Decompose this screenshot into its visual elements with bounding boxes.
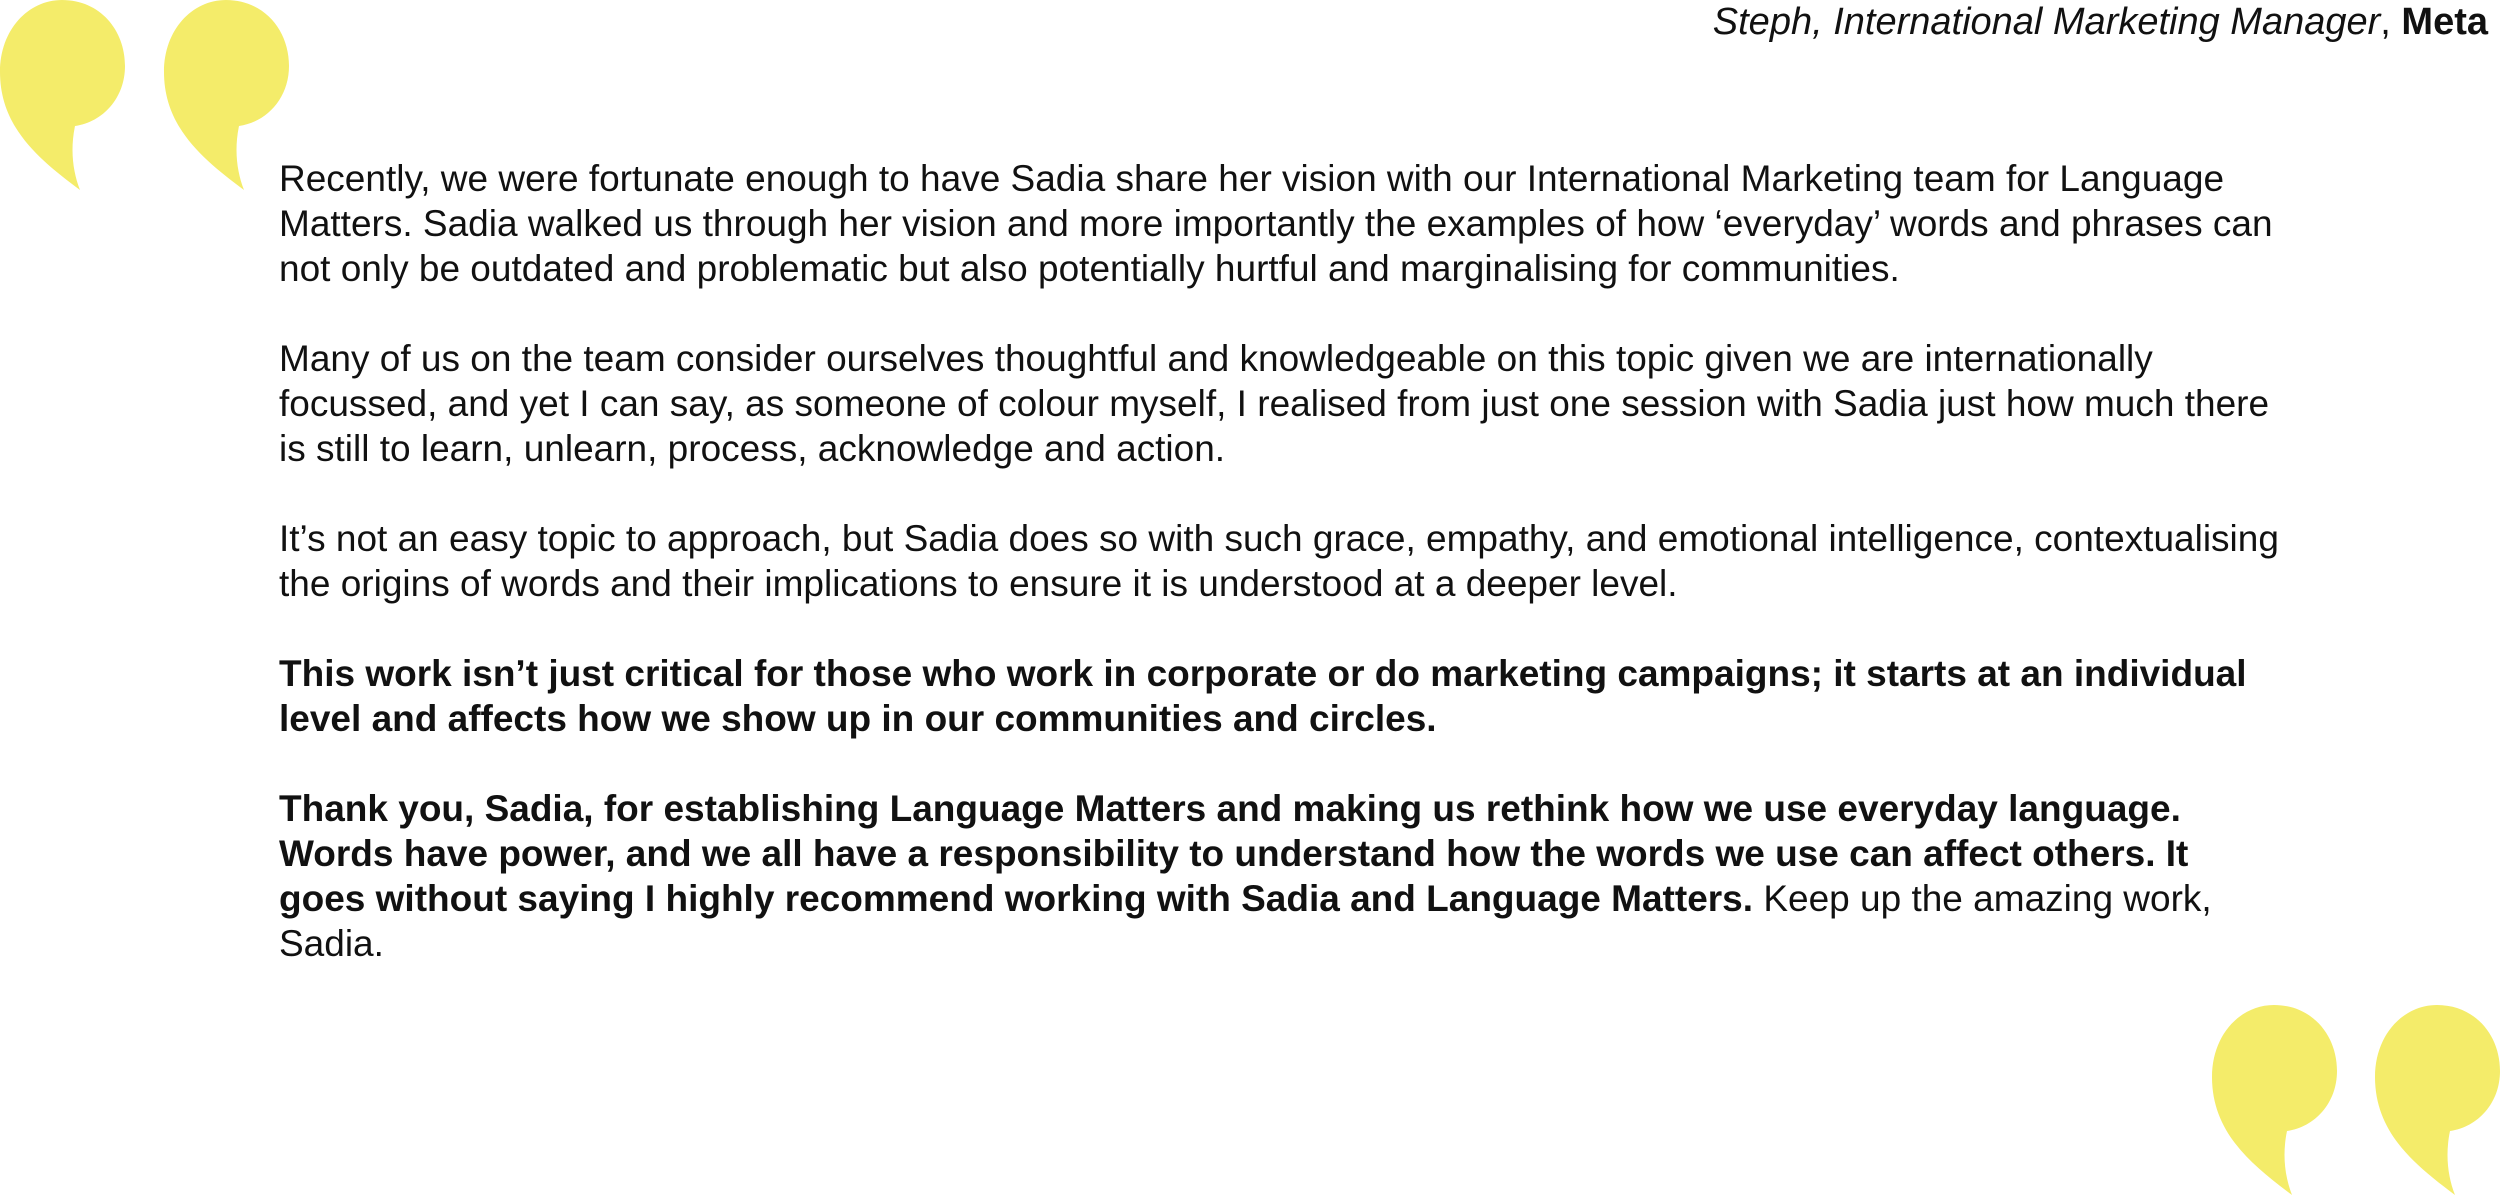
testimonial-closing-regular: Keep up the amazing work, Sadia.: [279, 878, 2212, 964]
testimonial-paragraph-5: [279, 786, 2279, 966]
testimonial-body: [279, 156, 2279, 966]
testimonial-paragraph-3: It’s not an easy topic to approach, but Sadia does so with such grace, empathy, and emotional intelligence, contextualising the origins of words and their implications to ensure it is understood at a deeper level.: [279, 518, 2279, 604]
opening-quote-icon: [0, 0, 300, 200]
attribution-separator: ,: [2380, 1, 2402, 43]
author-role: Steph, International Marketing Manager: [1712, 1, 2381, 43]
testimonial-paragraph-2: Many of us on the team consider ourselves thoughtful and knowledgeable on this topic given we are internationally focussed, and yet I can say, as someone of colour myself, I realised from just one session with Sadia just how much there is still to learn, unlearn, process, acknowledge and action.: [279, 338, 2270, 469]
testimonial-paragraph-1: Recently, we were fortunate enough to have Sadia share her vision with our International Marketing team for Language Matters. Sadia walked us through her vision and more importantly the examples of how ‘everyday’ words and phrases can not only be outdated and problematic but also potentially hurtful and marginalising for communities.: [279, 158, 2273, 289]
testimonial-paragraph-4: This work isn’t just critical for those who work in corporate or do marketing campaigns; it starts at an individual level and affects how we show up in our communities and circles.: [279, 653, 2247, 739]
testimonial-attribution: [1713, 0, 2488, 44]
testimonial-closing-bold: Thank you, Sadia, for establishing Language Matters and making us rethink how we use everyday language. Words have power, and we all have a responsibility to understand how the words we use can affect others. It goes without saying I highly recommend working with Sadia and Language Matters.: [279, 788, 2189, 919]
author-company: Meta: [2401, 1, 2488, 43]
closing-quote-icon: [2212, 1003, 2500, 1201]
